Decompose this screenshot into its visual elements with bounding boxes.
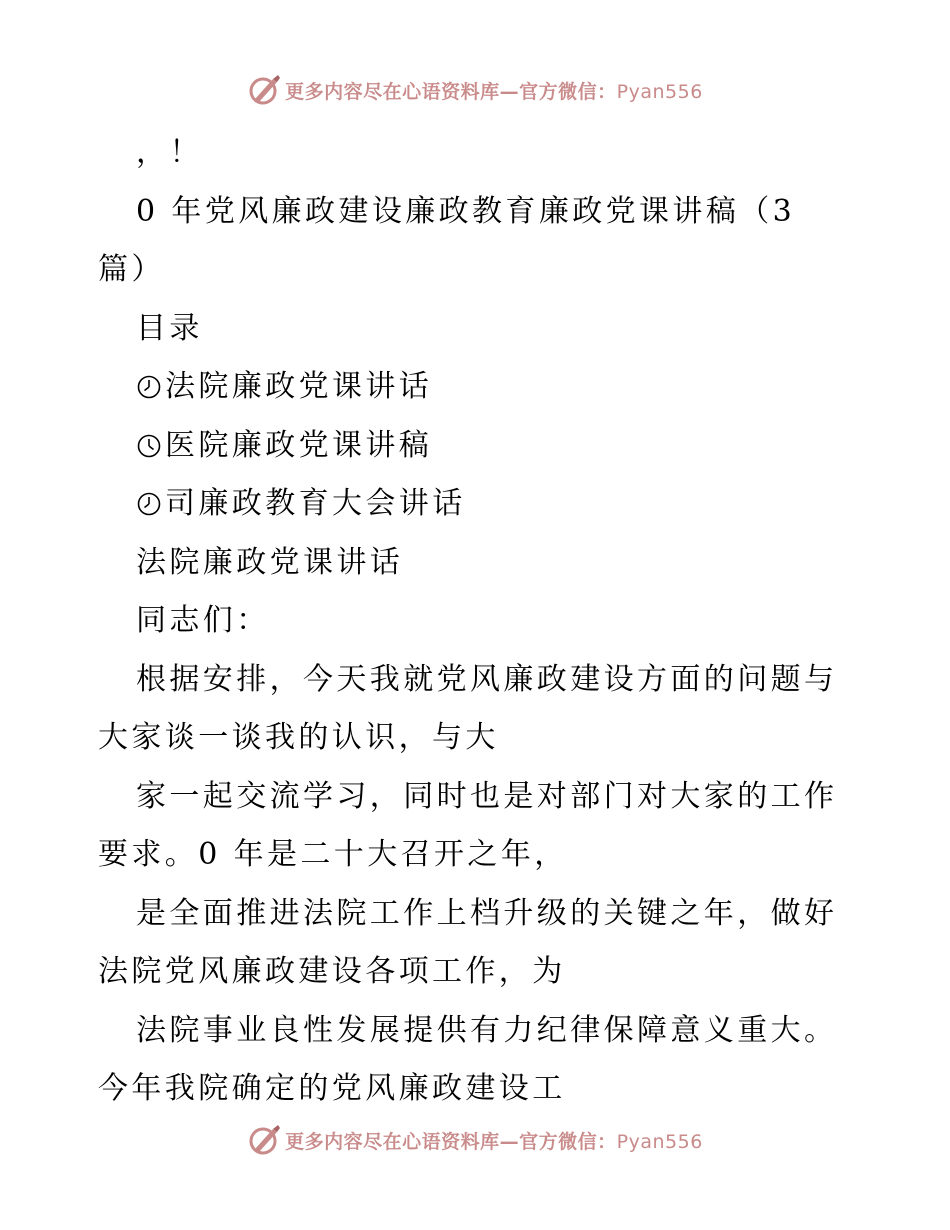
watermark-label: 更多内容尽在心语资料库—官方微信：: [285, 80, 617, 103]
paragraph-line: 今年我院确定的党风廉政建设工: [98, 1071, 566, 1106]
toc-item-label: 医院廉政党课讲稿: [165, 427, 433, 463]
paragraph-line: 家一起交流学习，同时也是对部门对大家的工作: [136, 778, 838, 814]
paragraph-line: 是全面推进法院工作上档升级的关键之年，做好: [136, 895, 838, 931]
clock-icon: [136, 433, 162, 459]
paragraph-line: 根据安排，今天我就党风廉政建设方面的问题与: [136, 661, 838, 697]
pen-logo-icon: [247, 1123, 281, 1157]
watermark-label: 更多内容尽在心语资料库—官方微信：: [285, 1130, 617, 1153]
toc-item-label: 法院廉政党课讲话: [165, 369, 433, 404]
clock-icon: [136, 491, 162, 517]
paragraph-line: 要求。0 年是二十大召开之年，: [98, 837, 568, 872]
watermark-wechat-id: Pyan556: [616, 1130, 703, 1153]
watermark-text: [285, 1127, 703, 1154]
watermark-wechat-id: Pyan556: [616, 80, 703, 103]
toc-item: [98, 417, 858, 476]
paragraph-line: 法院党风廉政建设各项工作，为: [98, 954, 566, 989]
salutation: 同志们：: [136, 603, 270, 638]
toc-heading: 目录: [136, 310, 203, 346]
section-heading: 法院廉政党课讲话: [136, 544, 404, 580]
toc-item: [98, 358, 858, 417]
paragraph-line: 大家谈一谈我的认识，与大: [98, 720, 499, 755]
toc-item: [98, 475, 858, 534]
pen-logo-icon: [247, 73, 281, 107]
document-body: [98, 124, 858, 1119]
watermark-footer: [0, 1118, 950, 1162]
paragraph-line: 法院事业良性发展提供有力纪律保障意义重大。: [136, 1012, 838, 1048]
document-title: 0 年党风廉政建设廉政教育廉政党课讲稿（3: [136, 193, 796, 229]
toc-item-label: 司廉政教育大会讲话: [165, 486, 466, 521]
watermark-header: [0, 68, 950, 112]
document-title-continued: 篇）: [98, 252, 165, 287]
text-line: ，！: [136, 135, 203, 170]
watermark-text: [285, 77, 703, 104]
clock-icon: [136, 374, 162, 400]
